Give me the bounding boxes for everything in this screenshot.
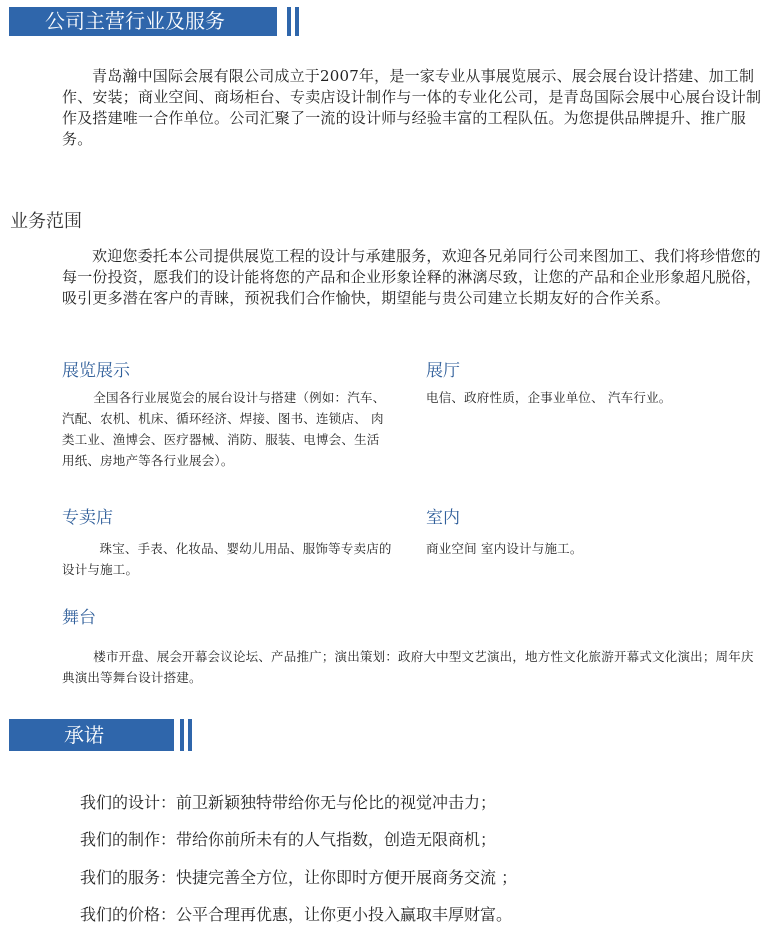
header-bars-decoration — [287, 7, 307, 36]
scope-item-desc-stage: 楼市开盘、展会开幕会议论坛、产品推广；演出策划：政府大中型文艺演出，地方性文化旅游开幕式文化演出；周年庆典演出等舞台设计搭建。 — [62, 649, 754, 685]
promise-line-service: 我们的服务：快捷完善全方位，让你即时方便开展商务交流 ； — [80, 868, 518, 887]
scope-item-title-store: 专卖店 — [62, 508, 113, 528]
scope-item-desc-interior: 商业空间 室内设计与施工。 — [426, 541, 583, 556]
scope-item-title-stage: 舞台 — [62, 608, 96, 628]
scope-item-desc-exhibition: 全国各行业展览会的展台设计与搭建（例如：汽车、汽配、农机、机床、循环经济、焊接、图书、连锁店、 肉类工业、渔博会、医疗器械、消防、服装、电博会、生活用纸、房地产等各行业展会）。 — [62, 390, 386, 468]
promise-header-title: 承诺 — [64, 723, 104, 747]
scope-intro-paragraph: 欢迎您委托本公司提供展览工程的设计与承建服务，欢迎各兄弟同行公司来图加工、我们将珍惜您的每一份投资，愿我们的设计能将您的产品和企业形象诠释的淋漓尽致，让您的产品和企业形象超凡脱俗，吸引更多潜在客户的青睐，预祝我们合作愉快，期望能与贵公司建立长期友好的合作关系。 — [62, 247, 762, 307]
scope-item-title-interior: 室内 — [426, 508, 460, 528]
promise-line-price: 我们的价格：公平合理再优惠，让你更小投入赢取丰厚财富。 — [80, 905, 513, 924]
scope-item-desc-showroom: 电信、政府性质，企事业单位、 汽车行业。 — [426, 390, 672, 405]
header-bars-decoration — [180, 719, 200, 751]
promise-line-design: 我们的设计：前卫新颖独特带给你无与伦比的视觉冲击力； — [80, 793, 497, 812]
scope-item-desc-store: 珠宝、手表、化妆品、婴幼儿用品、服饰等专卖店的设计与施工。 — [62, 541, 392, 577]
scope-item-title-showroom: 展厅 — [426, 361, 460, 381]
section-header-title: 公司主营行业及服务 — [45, 9, 225, 33]
section-header-service — [9, 7, 277, 36]
section-header-promise — [9, 719, 174, 751]
scope-title: 业务范围 — [10, 211, 82, 232]
service-intro-paragraph: 青岛瀚中国际会展有限公司成立于2007年，是一家专业从事展览展示、展会展台设计搭建、加工制作、安装；商业空间、商场柜台、专卖店设计制作与一体的专业化公司，是青岛国际会展中心展台设计制作及搭建唯一合作单位。公司汇聚了一流的设计师与经验丰富的工程队伍。为您提供品牌提升、推广服务。 — [62, 67, 762, 148]
scope-item-title-exhibition: 展览展示 — [62, 361, 130, 381]
promise-line-production: 我们的制作：带给你前所未有的人气指数，创造无限商机； — [80, 830, 497, 849]
